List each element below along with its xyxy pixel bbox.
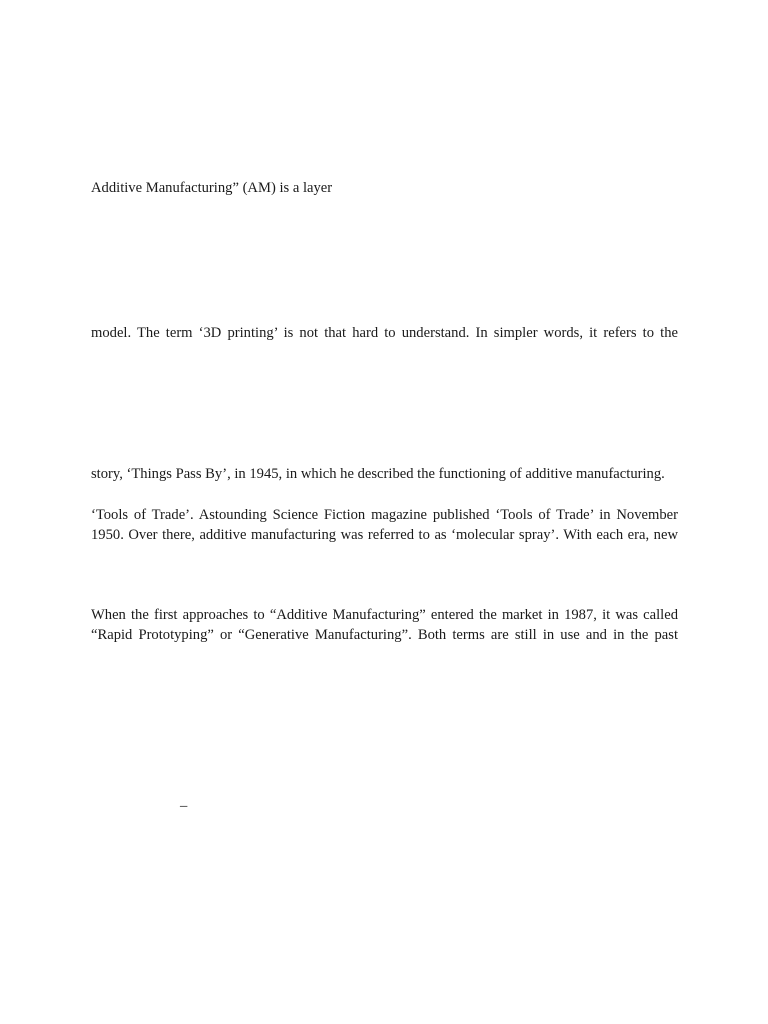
text-line-1: Additive Manufacturing” (AM) is a layer	[91, 180, 333, 196]
text-line-3: story, ‘Things Pass By’, in 1945, in which he described the functioning of additive manufacturing.	[91, 466, 665, 482]
text-line-5: 1950. Over there, additive manufacturing was referred to as ‘molecular spray’. With each era, new	[91, 527, 678, 543]
text-line-7: “Rapid Prototyping” or “Generative Manufacturing”. Both terms are still in use and in the past	[91, 627, 678, 643]
text-line-2: model. The term ‘3D printing’ is not that hard to understand. In simpler words, it refers to the	[91, 325, 678, 341]
text-line-4: ‘Tools of Trade’. Astounding Science Fiction magazine published ‘Tools of Trade’ in November	[91, 507, 678, 523]
dash-mark: –	[180, 798, 188, 814]
text-line-6: When the first approaches to “Additive Manufacturing” entered the market in 1987, it was called	[91, 607, 678, 623]
